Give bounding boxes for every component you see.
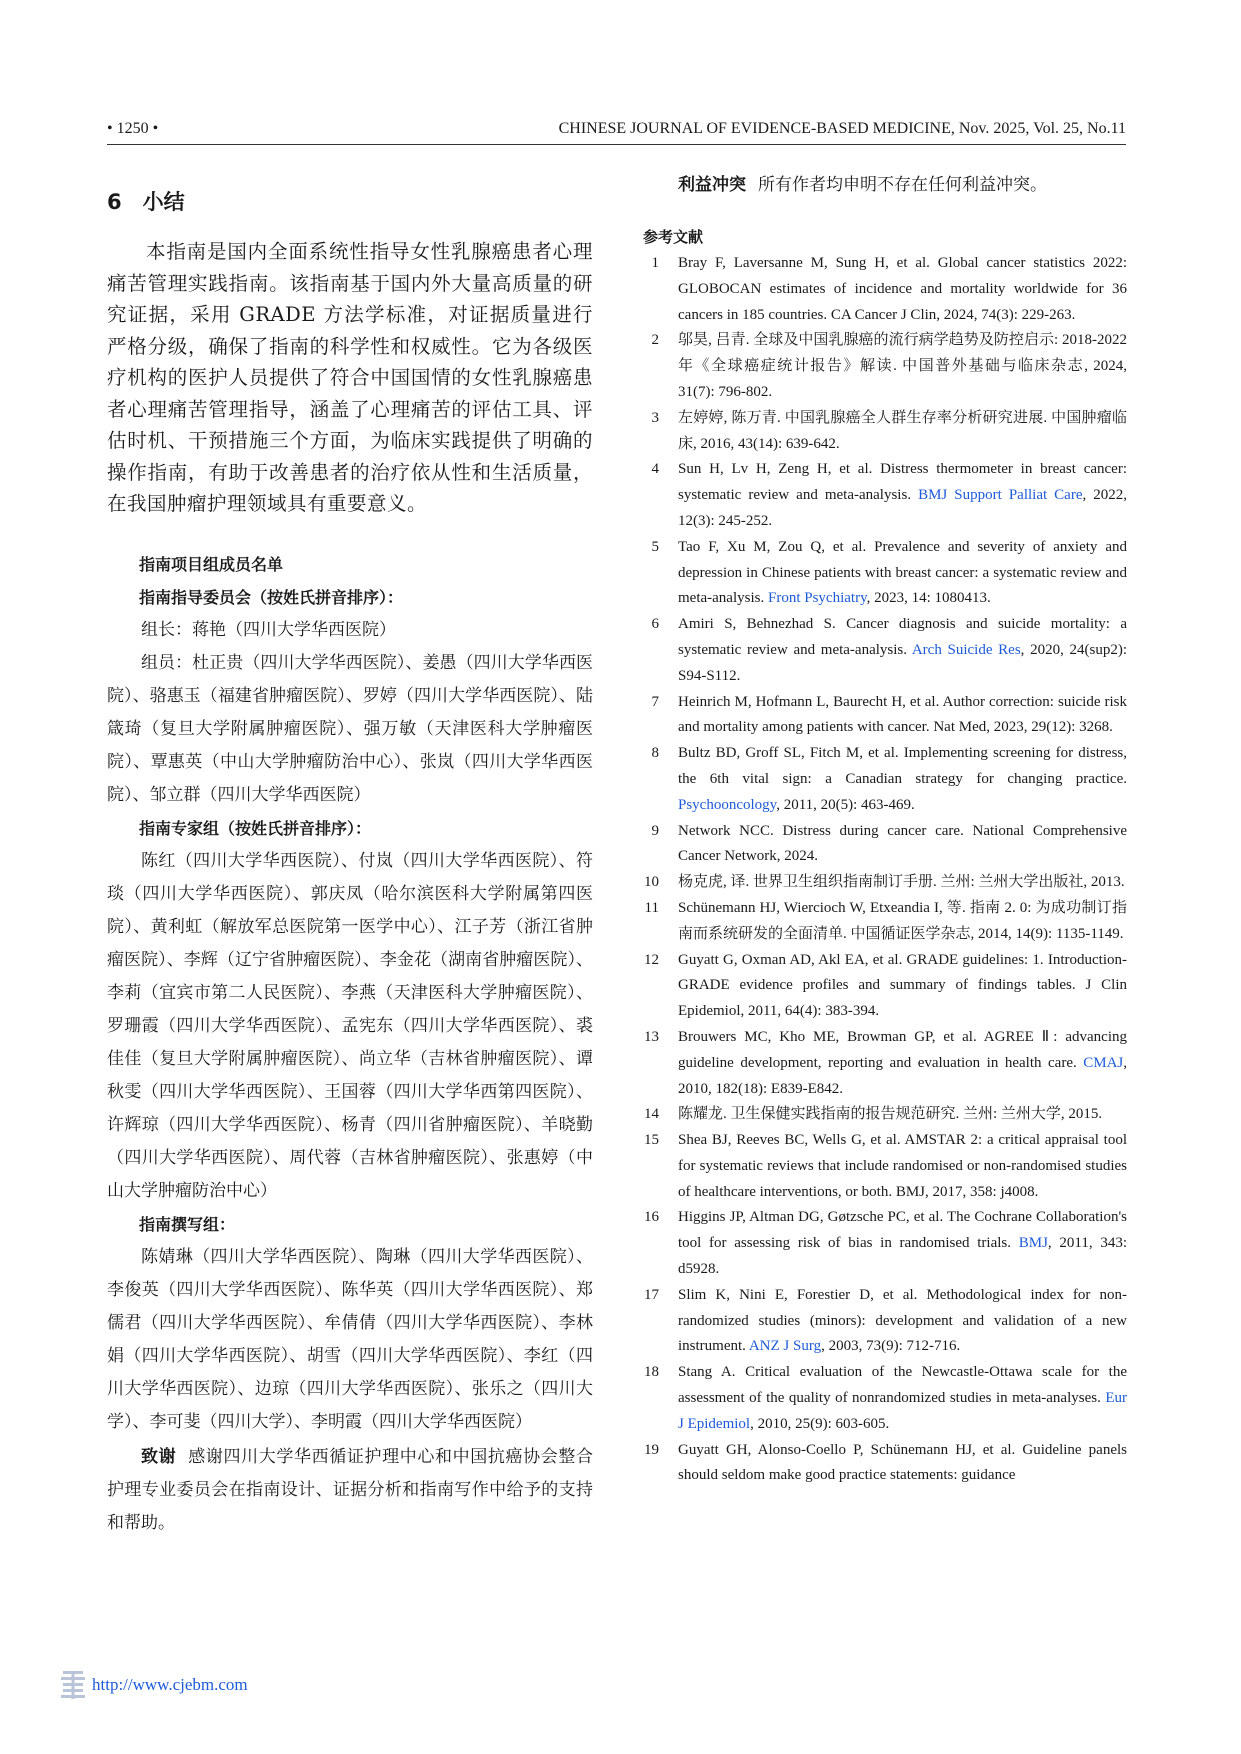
reference-text: Guyatt G, Oxman AD, Akl EA, et al. GRADE guidelines: 1. Introduction-GRADE evidence profiles and summary of findings tables. J Clin Epidemiol, 2011, 64(4): 383-394. [678, 951, 1127, 1020]
reference-item [643, 819, 1127, 871]
reference-journal-link[interactable]: Front Psychiatry [767, 590, 867, 607]
conflict-label: 利益冲突 [678, 175, 746, 195]
reference-text-tail: , 2003, 73(9): 712-716. [821, 1338, 961, 1355]
steering-heading: 指南指导委员会（按姓氏拼音排序）： [139, 587, 404, 607]
reference-text: Network NCC. Distress during cancer care. National Comprehensive Cancer Network, 2024. [678, 822, 1127, 865]
reference-item [643, 328, 1127, 405]
reference-number: 16 [644, 1209, 659, 1226]
reference-text: Higgins JP, Altman DG, Gøtzsche PC, et al. The Cochrane Collaboration's tool for assessing risk of bias in randomised trials. [678, 1209, 1127, 1252]
reference-text: Schünemann HJ, Wiercioch W, Etxeandia I, 等. 指南 2. 0: 为成功制订指南而系统研发的全面清单. 中国循证医学杂志, 2014, 14(9): 1135-1149. [678, 899, 1127, 942]
conflict-statement [643, 170, 1127, 200]
reference-text: Sun H, Lv H, Zeng H, et al. Distress thermometer in breast cancer: systematic review and meta-analysis. [678, 461, 1127, 504]
reference-number: 6 [651, 616, 659, 633]
reference-number: 1 [651, 255, 659, 271]
reference-number: 18 [644, 1364, 659, 1381]
reference-item [643, 1283, 1127, 1360]
writing-members: 陈婧琳（四川大学华西医院）、陶琳（四川大学华西医院）、李俊英（四川大学华西医院）、陈华英（四川大学华西医院）、郑儒君（四川大学华西医院）、牟倩倩（四川大学华西医院）、李林娟（四川大学华西医院）、胡雪（四川大学华西医院）、李红（四川大学华西医院）、边琼（四川大学华西医院）、张乐之（四川大学）、李可斐（四川大学）、李明霞（四川大学华西医院） [107, 1246, 593, 1432]
reference-text-tail: , 2010, 182(18): E839-E842. [678, 1054, 1127, 1097]
summary-paragraph: 本指南是国内全面系统性指导女性乳腺癌患者心理痛苦管理实践指南。该指南基于国内外大量高质量的研究证据，采用 GRADE 方法学标准，对证据质量进行严格分级，确保了指南的科学性和权威性。它为各级医疗机构的医护人员提供了符合中国国情的女性乳腺癌患者心理痛苦管理指导，涵盖了心理痛苦的评估工具、评估时机、干预措施三个方面，为临床实践提供了明确的操作指南，有助于改善患者的治疗依从性和生活质量，在我国肿瘤护理领域具有重要意义。 [107, 240, 593, 515]
reference-list [643, 251, 1127, 1489]
running-header [107, 118, 1126, 145]
steering-members: 组员：杜正贵（四川大学华西医院）、姜愚（四川大学华西医院）、骆惠玉（福建省肿瘤医院）、罗婷（四川大学华西医院）、陆箴琦（复旦大学附属肿瘤医院）、强万敏（天津医科大学肿瘤医院）、覃惠英（中山大学肿瘤防治中心）、张岚（四川大学华西医院）、邹立群（四川大学华西医院） [107, 652, 593, 805]
reference-number: 10 [644, 874, 659, 891]
reference-item [643, 870, 1127, 896]
steering-leader: 组长：蒋艳（四川大学华西医院） [141, 619, 396, 640]
footer [60, 1668, 248, 1702]
reference-text-tail: , 2022, 12(3): 245-252. [678, 487, 1128, 529]
acknowledgement-label: 致谢 [141, 1446, 177, 1467]
team-list [107, 548, 593, 1439]
expert-heading: 指南专家组（按姓氏拼音排序）： [139, 818, 372, 838]
reference-text: 杨克虎, 译. 世界卫生组织指南制订手册. 兰州: 兰州大学出版社, 2013. [678, 874, 1125, 891]
reference-text: 邬昊, 吕青. 全球及中国乳腺癌的流行病学趋势及防控启示: 2018-2022 年《全球癌症统计报告》解读. 中国普外基础与临床杂志, 2024, 31(7): 796-802. [678, 332, 1127, 400]
reference-text: Bultz BD, Groff SL, Fitch M, et al. Implementing screening for distress, the 6th vital sign: a Canadian strategy for changing practice. [678, 745, 1127, 787]
reference-item [643, 896, 1127, 948]
reference-number: 14 [644, 1106, 659, 1123]
team-heading: 指南项目组成员名单 [139, 554, 284, 574]
reference-text: Amiri S, Behnezhad S. Cancer diagnosis and suicide mortality: a systematic review and meta-analysis. [678, 616, 1127, 658]
reference-journal-link[interactable]: CMAJ [1083, 1054, 1124, 1071]
reference-item [643, 948, 1127, 1025]
reference-number: 5 [651, 538, 659, 555]
reference-number: 11 [644, 899, 659, 916]
reference-number: 3 [651, 409, 659, 426]
reference-item [643, 1360, 1127, 1437]
reference-text-tail: , 2011, 20(5): 463-469. [776, 796, 915, 813]
journal-url-link[interactable]: http://www.cjebm.com [92, 1675, 248, 1694]
reference-journal-link[interactable]: Psychooncology [678, 796, 777, 813]
page-number: • 1250 • [107, 120, 159, 137]
reference-number: 7 [651, 693, 659, 710]
reference-number: 13 [644, 1028, 659, 1045]
reference-text: Tao F, Xu M, Zou Q, et al. Prevalence and severity of anxiety and depression in Chinese patients with breast cancer: a systematic review and meta-analysis. [678, 538, 1127, 607]
reference-item [643, 535, 1127, 612]
reference-text-tail: , 2011, 343: d5928. [678, 1235, 1127, 1278]
right-column [643, 170, 1127, 1489]
reference-journal-link[interactable]: BMJ [1018, 1235, 1048, 1252]
reference-journal-link[interactable]: BMJ Support Palliat Care [918, 487, 1083, 504]
reference-journal-link[interactable]: Eur J Epidemiol [678, 1390, 1127, 1432]
journal-logo-icon [60, 1670, 86, 1700]
writing-heading: 指南撰写组： [139, 1214, 236, 1234]
reference-text: 左婷婷, 陈万青. 中国乳腺癌全人群生存率分析研究进展. 中国肿瘤临床, 2016, 43(14): 639-642. [678, 409, 1127, 452]
reference-item [643, 1205, 1127, 1282]
reference-item [643, 690, 1127, 742]
acknowledgement [107, 1441, 593, 1540]
reference-number: 8 [651, 745, 659, 762]
reference-item [643, 457, 1127, 534]
expert-members: 陈红（四川大学华西医院）、付岚（四川大学华西医院）、符琰（四川大学华西医院）、郭庆凤（哈尔滨医科大学附属第四医院）、黄利虹（解放军总医院第一医学中心）、江子芳（浙江省肿瘤医院）、李辉（辽宁省肿瘤医院）、李金花（湖南省肿瘤医院）、李莉（宜宾市第二人民医院）、李燕（天津医科大学肿瘤医院）、罗珊霞（四川大学华西医院）、孟宪东（四川大学华西医院）、裘佳佳（复旦大学附属肿瘤医院）、尚立华（吉林省肿瘤医院）、谭秋雯（四川大学华西医院）、王国蓉（四川大学华西第四医院）、许辉琼（四川大学华西医院）、杨青（四川省肿瘤医院）、羊晓勤（四川大学华西医院）、周代蓉（吉林省肿瘤医院）、张惠婷（中山大学肿瘤防治中心） [107, 850, 593, 1201]
reference-item [643, 1102, 1127, 1128]
reference-number: 9 [651, 822, 659, 839]
reference-text-tail: , 2010, 25(9): 603-605. [750, 1415, 890, 1432]
reference-text: Bray F, Laversanne M, Sung H, et al. Global cancer statistics 2022: GLOBOCAN estimates of incidence and mortality worldwide for 36 cancers in 185 countries. CA Cancer J Clin, 2024, 74(3): 229-263. [678, 255, 1127, 323]
reference-number: 15 [644, 1132, 659, 1149]
reference-item [643, 741, 1127, 818]
reference-text: Brouwers MC, Kho ME, Browman GP, et al. AGREE Ⅱ: advancing guideline development, reporting and evaluation in health care. [678, 1028, 1127, 1071]
reference-number: 17 [644, 1286, 659, 1303]
conflict-text: 所有作者均申明不存在任何利益冲突。 [758, 175, 1047, 195]
reference-text-tail: , 2023, 14: 1080413. [866, 590, 991, 607]
reference-number: 19 [644, 1441, 659, 1458]
reference-text: Stang A. Critical evaluation of the Newcastle-Ottawa scale for the assessment of the quality of nonrandomized studies in meta-analyses. [678, 1364, 1127, 1407]
references-heading: 参考文献 [643, 228, 704, 246]
reference-number: 2 [651, 332, 659, 349]
reference-item [643, 406, 1127, 458]
reference-number: 12 [644, 951, 659, 968]
reference-journal-link[interactable]: ANZ J Surg [748, 1338, 822, 1355]
acknowledgement-text: 感谢四川大学华西循证护理中心和中国抗癌协会整合护理专业委员会在指南设计、证据分析和指南写作中给予的支持和帮助。 [107, 1446, 593, 1533]
reference-text: Slim K, Nini E, Forestier D, et al. Methodological index for non-randomized studies (minors): development and validation of a new instrument. [678, 1286, 1127, 1355]
reference-number: 4 [651, 461, 659, 478]
reference-item [643, 1128, 1127, 1205]
reference-text-tail: , 2020, 24(sup2): S94-S112. [678, 641, 1127, 684]
reference-text: Heinrich M, Hofmann L, Baurecht H, et al. Author correction: suicide risk and mortality among patients with cancer. Nat Med, 2023, 29(12): 3268. [678, 693, 1127, 736]
reference-text: Guyatt GH, Alonso-Coello P, Schünemann HJ, et al. Guideline panels should seldom make good practice statements: guidance [678, 1441, 1127, 1484]
left-column [107, 186, 593, 1540]
reference-text: Shea BJ, Reeves BC, Wells G, et al. AMSTAR 2: a critical appraisal tool for systematic reviews that include randomised or non-randomised studies of healthcare interventions, or both. BMJ, 2017, 358: j4008. [678, 1132, 1127, 1200]
reference-item [643, 251, 1127, 328]
reference-item [643, 1438, 1127, 1490]
reference-item [643, 1025, 1127, 1102]
journal-title: CHINESE JOURNAL OF EVIDENCE-BASED MEDICINE, Nov. 2025, Vol. 25, No.11 [558, 120, 1126, 137]
reference-text: 陈耀龙. 卫生保健实践指南的报告规范研究. 兰州: 兰州大学, 2015. [678, 1106, 1103, 1123]
section-title: 6 小结 [107, 190, 185, 214]
reference-item [643, 612, 1127, 689]
reference-journal-link[interactable]: Arch Suicide Res [911, 641, 1021, 658]
